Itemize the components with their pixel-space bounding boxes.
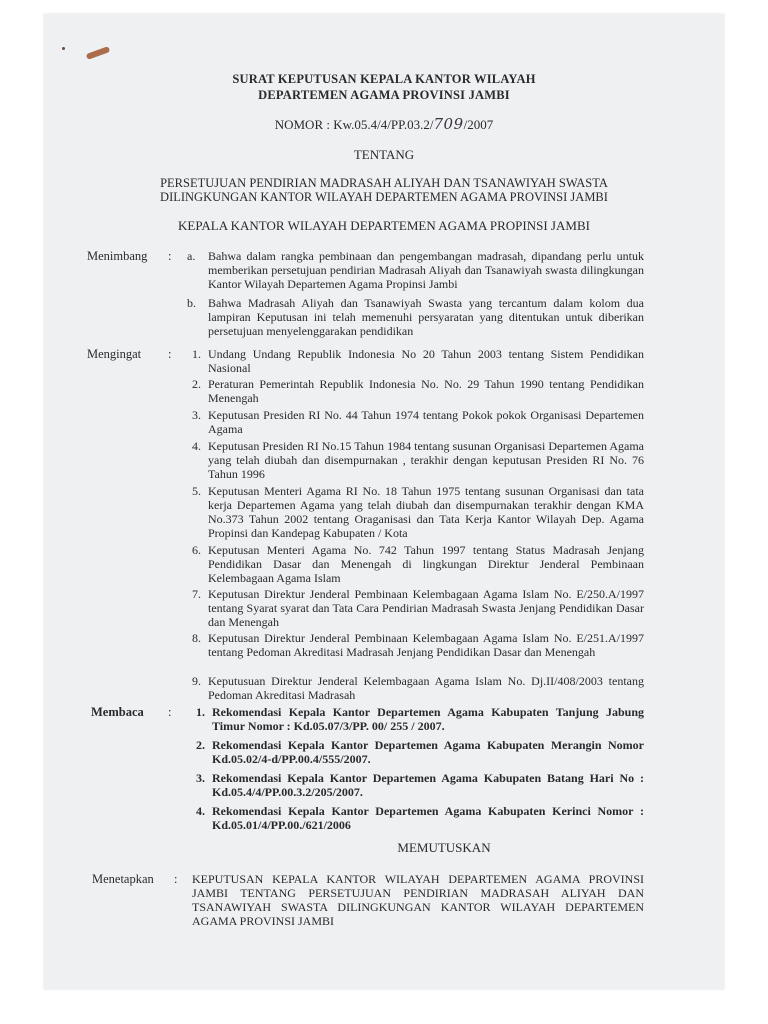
item-number: 1. xyxy=(192,347,201,361)
item-number: 5. xyxy=(192,484,201,498)
item-number: 1. xyxy=(196,705,205,719)
membaca-item-3: Rekomendasi Kepala Kantor Departemen Agama Kabupaten Batang Hari No : Kd.05.4/4/PP.00.3.2/205/2007. xyxy=(212,771,644,799)
nomor-prefix: NOMOR : Kw.05.4/4/PP.03.2/ xyxy=(274,117,434,132)
item-number: 6. xyxy=(192,543,201,557)
mengingat-item-6: Keputusan Menteri Agama No. 742 Tahun 1997 tentang Status Madrasah Jenjang Pendidikan Dasar dan Menengah di lingkungan Direktur Jenderal Pembinaan Kelembagaan Agama Islam xyxy=(208,543,644,585)
mengingat-item-7: Keputusan Direktur Jenderal Pembinaan Kelembagaan Agama Islam No. E/250.A/1997 tentang Syarat syarat dan Tata Cara Pendirian Madrasah Swasta Jenjang Pendidikan Dasar dan Menengah xyxy=(208,587,644,629)
menimbang-item-b: Bahwa Madrasah Aliyah dan Tsanawiyah Swasta yang tercantum dalam kolom dua lampiran Keputusan ini telah memenuhi persyaratan yang ditentukan untuk diberikan persetujuan menyelenggarakan pendidikan xyxy=(208,296,644,338)
nomor-line xyxy=(44,115,724,133)
mengingat-item-8: Keputusan Direktur Jenderal Pembinaan Kelembagaan Agama Islam No. E/251.A/1997 tentang Pedoman Akreditasi Madrasah Jenjang Pendidikan Dasar dan Menengah xyxy=(208,631,644,659)
item-number: 9. xyxy=(192,674,201,688)
membaca-item-1: Rekomendasi Kepala Kantor Departemen Agama Kabupaten Tanjung Jabung Timur Nomor : Kd.05.07/3/PP. 00/ 255 / 2007. xyxy=(212,705,644,733)
item-number: 8. xyxy=(192,631,201,645)
colon: : xyxy=(168,249,172,263)
nomor-handwritten: 709 xyxy=(433,115,464,133)
item-number: 7. xyxy=(192,587,201,601)
item-number: 4. xyxy=(192,439,201,453)
mengingat-item-1: Undang Undang Republik Indonesia No 20 Tahun 2003 tentang Sistem Pendidikan Nasional xyxy=(208,347,644,375)
colon: : xyxy=(168,705,172,719)
speck-mark xyxy=(62,47,65,50)
menetapkan-text: KEPUTUSAN KEPALA KANTOR WILAYAH DEPARTEMEN AGAMA PROVINSI JAMBI TENTANG PERSETUJUAN PENDIRIAN MADRASAH ALIYAH DAN TSANAWIYAH SWASTA DILINGKUNGAN KANTOR WILAYAH DEPARTEMEN AGAMA PROVINSI JAMBI xyxy=(192,872,644,928)
membaca-label: Membaca xyxy=(91,705,144,719)
authority-heading: KEPALA KANTOR WILAYAH DEPARTEMEN AGAMA PROPINSI JAMBI xyxy=(178,218,590,233)
mengingat-item-3: Keputusan Presiden RI No. 44 Tahun 1974 tentang Pokok pokok Organisasi Departemen Agama xyxy=(208,408,644,436)
mengingat-item-9: Keputusuan Direktur Jenderal Kelembagaan Agama Islam No. Dj.II/408/2003 tentang Pedoman Akreditasi Madrasah xyxy=(208,674,644,702)
colon: : xyxy=(168,347,172,361)
mengingat-item-2: Peraturan Pemerintah Republik Indonesia No. No. 29 Tahun 1990 tentang Pendidikan Menengah xyxy=(208,377,644,405)
stain-mark xyxy=(86,46,111,60)
memutuskan-heading: MEMUTUSKAN xyxy=(397,840,491,855)
item-number: 2. xyxy=(196,738,205,752)
menimbang-label: Menimbang xyxy=(87,249,148,263)
document-page xyxy=(44,14,724,989)
title-line-1: SURAT KEPUTUSAN KEPALA KANTOR WILAYAH xyxy=(232,72,536,86)
membaca-item-2: Rekomendasi Kepala Kantor Departemen Agama Kabupaten Merangin Nomor Kd.05.02/4-d/PP.00.4/555/2007. xyxy=(212,738,644,766)
subject-line-2: DILINGKUNGAN KANTOR WILAYAH DEPARTEMEN AGAMA PROVINSI JAMBI xyxy=(160,190,608,204)
tentang-heading: TENTANG xyxy=(353,147,415,162)
nomor-suffix: /2007 xyxy=(463,117,494,132)
mengingat-item-4: Keputusan Presiden RI No.15 Tahun 1984 tentang susunan Organisasi Departemen Agama yang telah diubah dan disempurnakan , terakhir dengan keputusan Presiden RI No. 76 Tahun 1996 xyxy=(208,439,644,481)
item-number: 2. xyxy=(192,377,201,391)
membaca-item-4: Rekomendasi Kepala Kantor Departemen Agama Kabupaten Kerinci Nomor : Kd.05.01/4/PP.00./621/2006 xyxy=(212,804,644,832)
item-number: b. xyxy=(187,296,196,310)
menetapkan-label: Menetapkan xyxy=(92,872,154,886)
subject-line-1: PERSETUJUAN PENDIRIAN MADRASAH ALIYAH DAN TSANAWIYAH SWASTA xyxy=(160,176,608,190)
colon: : xyxy=(174,872,178,886)
mengingat-item-5: Keputusan Menteri Agama RI No. 18 Tahun 1975 tentang susunan Organisasi dan tata kerja Departemen Agama yang telah diubah dan disempurnakan terakhir dengan KMA No.373 Tahun 2002 tentang Oraganisasi dan Tata Kerja Kantor Wilayah Dep. Agama Propinsi dan Kandepag Kabupaten / Kota xyxy=(208,484,644,540)
item-number: 4. xyxy=(196,804,205,818)
title-line-2: DEPARTEMEN AGAMA PROVINSI JAMBI xyxy=(258,88,510,102)
menimbang-item-a: Bahwa dalam rangka pembinaan dan pengembangan madrasah, dipandang perlu untuk memberikan persetujuan pendirian Madrasah Aliyah dan Tsanawiyah swasta dilingkungan Kantor Wilayah Departemen Agama Propinsi Jambi xyxy=(208,249,644,291)
item-number: 3. xyxy=(196,771,205,785)
item-number: a. xyxy=(187,249,196,263)
mengingat-label: Mengingat xyxy=(87,347,142,361)
item-number: 3. xyxy=(192,408,201,422)
